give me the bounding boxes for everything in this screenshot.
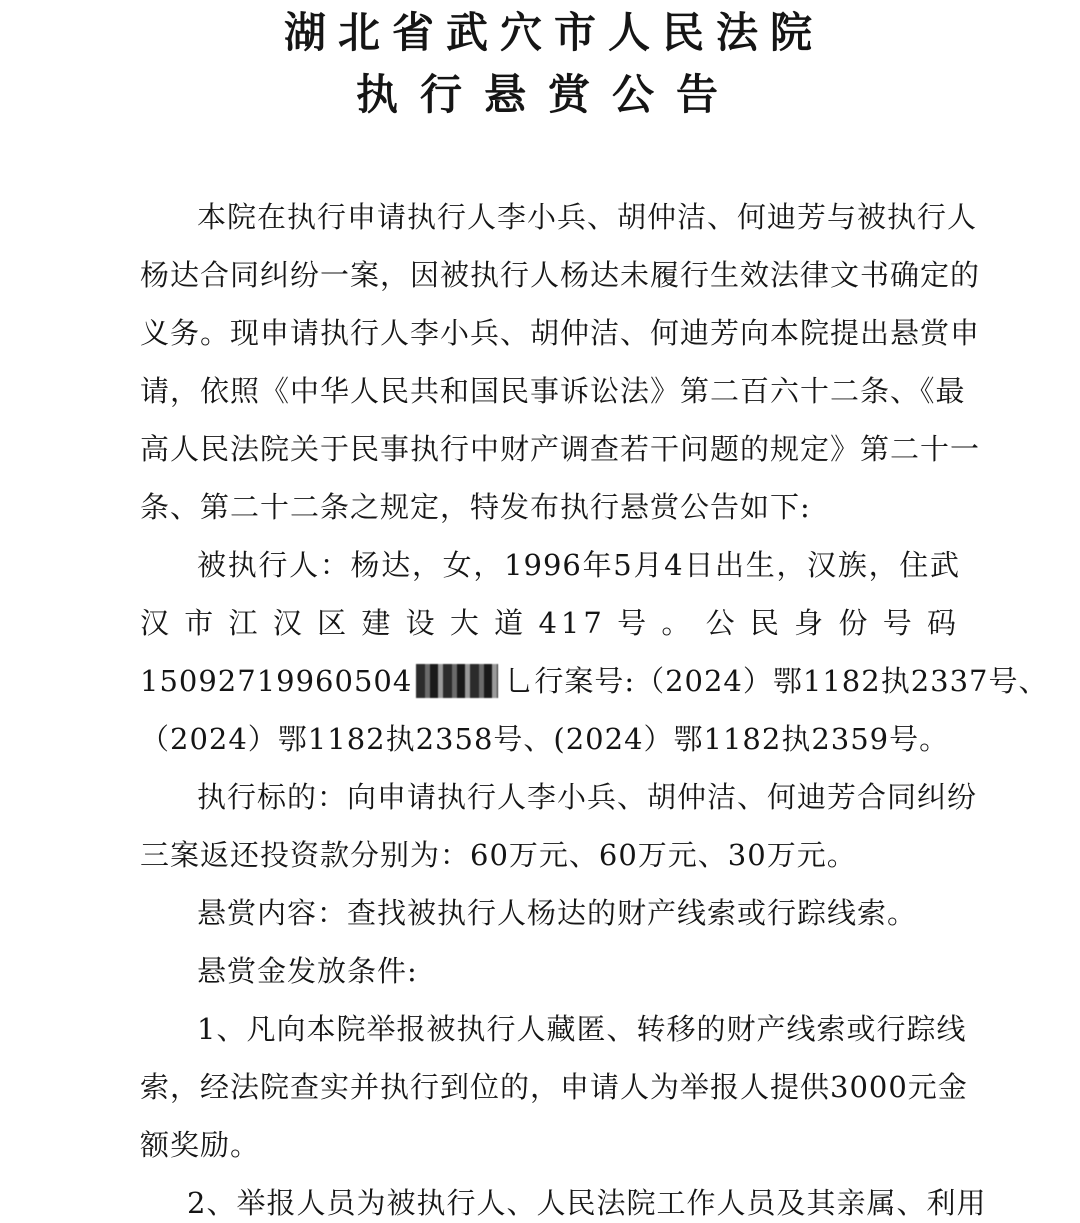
- paragraph-line: 请，依照《中华人民共和国民事诉讼法》第二百六十二条、《最: [140, 374, 966, 408]
- case-number-text: ⺃行案号:（2024）鄂1182执2337号、: [504, 664, 1049, 698]
- court-name-heading: 湖北省武穴市人民法院: [283, 8, 824, 57]
- redacted-id-digits: [416, 664, 498, 698]
- paragraph-line: 条、第二十二条之规定，特发布执行悬赏公告如下:: [140, 490, 811, 524]
- paragraph-line: 高人民法院关于民事执行中财产调查若干问题的规定》第二十一: [140, 432, 981, 466]
- paragraph-line: 汉市江汉区建设大道417号。公民身份号码: [140, 606, 960, 640]
- paragraph-line: 执行标的：向申请执行人李小兵、胡仲洁、何迪芳合同纠纷: [197, 780, 978, 814]
- paragraph-line: 本院在执行申请执行人李小兵、胡仲洁、何迪芳与被执行人: [197, 200, 978, 234]
- paragraph-line: 2、举报人员为被执行人、人民法院工作人员及其亲属、利用: [187, 1186, 987, 1220]
- paragraph-line: 1、凡向本院举报被执行人藏匿、转移的财产线索或行踪线: [197, 1012, 967, 1046]
- paragraph-line: 悬赏金发放条件:: [197, 954, 418, 988]
- paragraph-line: 义务。现申请执行人李小兵、胡仲洁、何迪芳向本院提出悬赏申: [140, 316, 981, 350]
- paragraph-line: 索，经法院查实并执行到位的，申请人为举报人提供3000元金: [140, 1070, 968, 1104]
- id-number-prefix: 15092719960504: [140, 664, 413, 698]
- notice-title-heading: 执行悬赏公告: [355, 70, 740, 119]
- paragraph-line: 悬赏内容：查找被执行人杨达的财产线索或行踪线索。: [197, 896, 918, 930]
- paragraph-line: 额奖励。: [140, 1128, 261, 1162]
- paragraph-line: （2024）鄂1182执2358号、(2024）鄂1182执2359号。: [140, 722, 950, 756]
- paragraph-line: 三案返还投资款分别为：60万元、60万元、30万元。: [140, 838, 857, 872]
- paragraph-line: 杨达合同纠纷一案，因被执行人杨达未履行生效法律文书确定的: [140, 258, 981, 292]
- paragraph-line-with-redaction: [140, 661, 1049, 701]
- paragraph-line: 被执行人：杨达，女，1996年5月4日出生，汉族，住武: [197, 548, 960, 582]
